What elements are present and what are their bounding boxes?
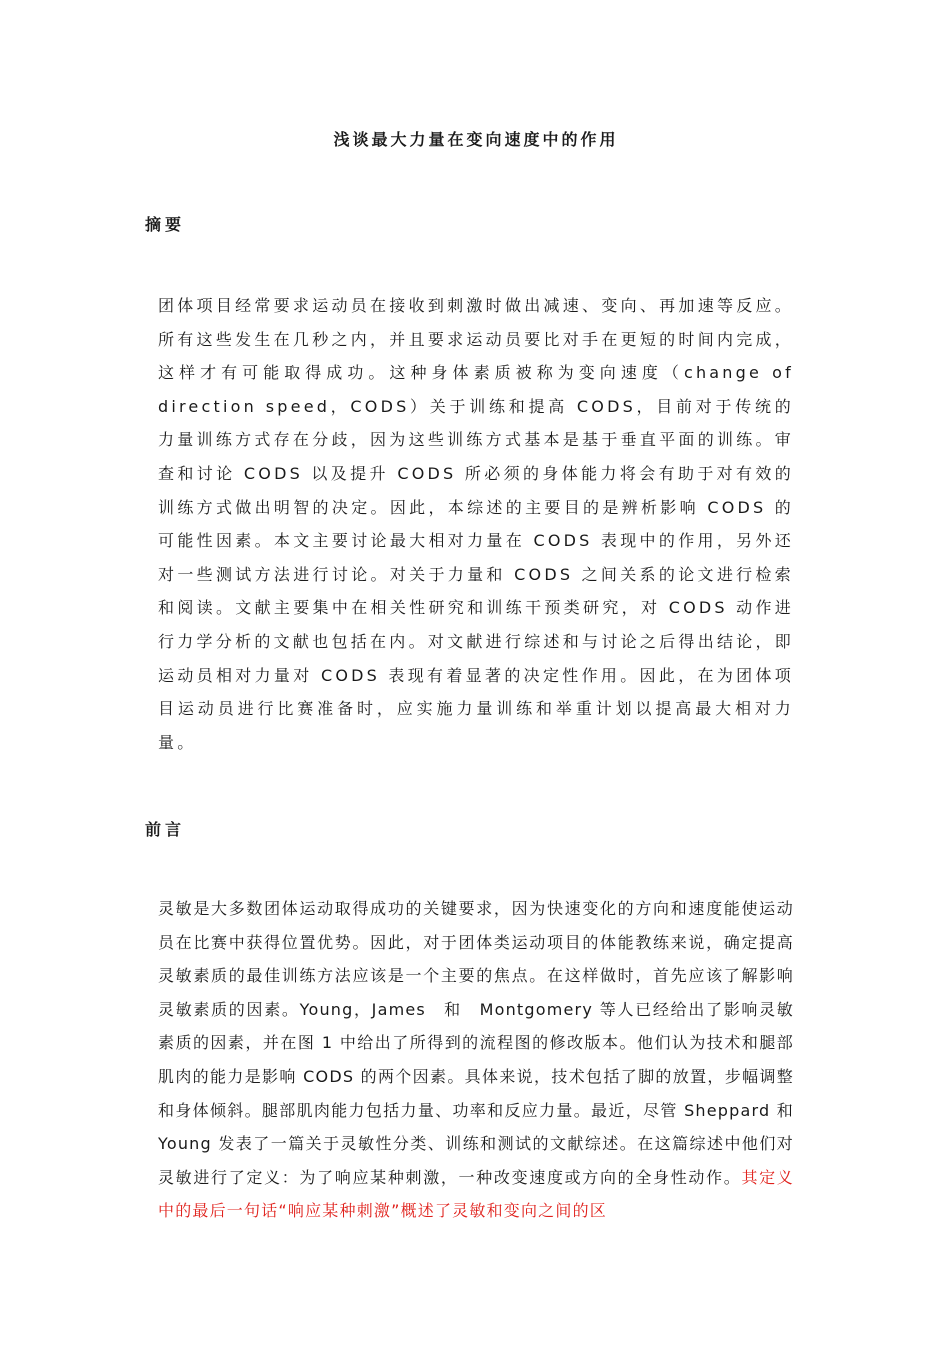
abstract-paragraph: 团体项目经常要求运动员在接收到刺激时做出减速、变向、再加速等反应。所有这些发生在几秒之内，并且要求运动员要比对手在更短的时间内完成，这样才有可能取得成功。这种身体素质被称为变向速度（change of direction speed，CODS）关于训练和提高 CODS，目前对于传统的力量训练方式存在分歧，因为这些训练方式基本是基于垂直平面的训练。审查和讨论 CODS 以及提升 CODS 所必须的身体能力将会有助于对有效的训练方式做出明智的决定。因此，本综述的主要目的是辨析影响 CODS 的可能性因素。本文主要讨论最大相对力量在 CODS 表现中的作用，另外还对一些测试方法进行讨论。对关于力量和 CODS 之间关系的论文进行检索和阅读。文献主要集中在相关性研究和训练干预类研究，对 CODS 动作进行力学分析的文献也包括在内。对文献进行综述和与讨论之后得出结论，即运动员相对力量对 CODS 表现有着显著的决定性作用。因此，在为团体项目运动员进行比赛准备时，应实施力量训练和举重计划以提高最大相对力量。 [158,296,794,752]
intro-paragraph-text: 灵敏是大多数团体运动取得成功的关键要求，因为快速变化的方向和速度能使运动员在比赛中获得位置优势。因此，对于团体类运动项目的体能教练来说，确定提高灵敏素质的最佳训练方法应该是一个主要的焦点。在这样做时，首先应该了解影响灵敏素质的因素。Young，James 和 Montgomery 等人已经给出了影响灵敏素质的因素，并在图 1 中给出了所得到的流程图的修改版本。他们认为技术和腿部肌肉的能力是影响 CODS 的两个因素。具体来说，技术包括了脚的放置，步幅调整和身体倾斜。腿部肌肉能力包括力量、功率和反应力量。最近，尽管 Sheppard 和 Young 发表了一篇关于灵敏性分类、训练和测试的文献综述。在这篇综述中他们对灵敏进行了定义：为了响应某种刺激，一种改变速度或方向的全身性动作。 [158,899,794,1187]
intro-paragraph [158,892,794,1228]
intro-highlighted-text: 其定义中的最后一句话“响应某种刺激”概述了灵敏和变向之间的区 [158,1167,794,1221]
abstract-heading: 摘要 [145,215,186,234]
intro-heading: 前言 [145,820,186,839]
document-title: 浅谈最大力量在变向速度中的作用 [333,130,619,149]
